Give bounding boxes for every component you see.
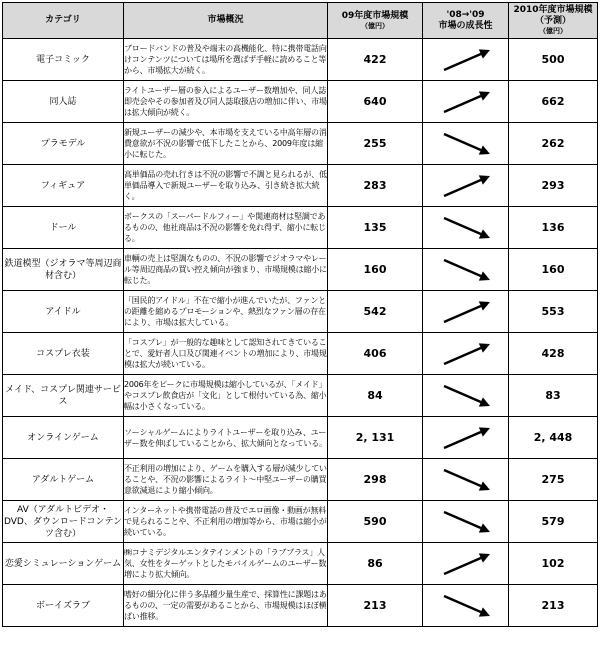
size09-cell: 135 <box>328 207 423 249</box>
overview-cell: 「コスプレ」が一般的な趣味として認知されてきていることで、愛好者人口及び関連イベントの増加により、市場規模は拡大が続いている。 <box>124 333 328 375</box>
overview-cell: インターネットや携帯電話の普及でエロ画像・動画が無料で見られることや、不正利用の増加等から、市場は縮小が続いている。 <box>124 501 328 543</box>
table-row <box>3 291 598 333</box>
arrow-down-right-icon <box>426 376 506 416</box>
overview-cell: 不正利用の増加により、ゲームを購入する層が減少していることや、不況の影響によるライト～中堅ユーザーの購買意欲減退により縮小傾向。 <box>124 459 328 501</box>
arrow-down-right-icon <box>426 460 506 500</box>
arrow-up-right-icon <box>426 334 506 374</box>
overview-cell: 嗜好の細分化に伴う多品種少量生産で、採算性に課題はあるものの、一定の需要があることから、市場規模はほぼ横ばい推移。 <box>124 585 328 627</box>
category-cell: 恋愛シミュレーションゲーム <box>3 543 124 585</box>
header-row <box>3 3 598 39</box>
size09-cell: 160 <box>328 249 423 291</box>
size09-cell: 255 <box>328 123 423 165</box>
arrow-down-right-icon <box>426 586 506 626</box>
arrow-up-right-icon <box>426 82 506 122</box>
category-cell: メイド、コスプレ関連サービス <box>3 375 124 417</box>
trend-cell <box>423 165 509 207</box>
trend-cell <box>423 123 509 165</box>
arrow-up-right-icon <box>426 40 506 80</box>
trend-cell <box>423 459 509 501</box>
table-row <box>3 207 598 249</box>
arrow-down-right-icon <box>426 250 506 290</box>
category-cell: オンラインゲーム <box>3 417 124 459</box>
header-size10-label: 2010年度市場規模（予測） <box>513 5 593 26</box>
size09-cell: 406 <box>328 333 423 375</box>
size10-cell: 500 <box>509 39 598 81</box>
size10-cell: 293 <box>509 165 598 207</box>
size10-cell: 83 <box>509 375 598 417</box>
category-cell: アダルトゲーム <box>3 459 124 501</box>
overview-cell: ソーシャルゲームによりライトユーザーを取り込み、ユーザー数を伸ばしていることから、拡大傾向となっている。 <box>124 417 328 459</box>
overview-cell: ライトユーザー層の参入によるユーザー数増加や、同人誌即売会やその参加者及び同人誌取扱店の増加に伴い、市場は拡大傾向が続く。 <box>124 81 328 123</box>
overview-cell: 車輌の売上は堅調なものの、不況の影響でジオラマやレール等周辺商品の買い控え傾向が強まり、市場規模は縮小に転じた。 <box>124 249 328 291</box>
size10-cell: 213 <box>509 585 598 627</box>
header-size10-unit: （億円） <box>539 27 567 35</box>
size10-cell: 553 <box>509 291 598 333</box>
header-growth: '08→'09 市場の成長性 <box>423 3 509 39</box>
arrow-down-right-icon <box>426 208 506 248</box>
trend-cell <box>423 81 509 123</box>
overview-cell: ㈱コナミデジタルエンタテインメントの「ラブプラス」人気、女性をターゲットとしたモバイルゲームのユーザー数増により拡大傾向。 <box>124 543 328 585</box>
size09-cell: 590 <box>328 501 423 543</box>
category-cell: 鉄道模型（ジオラマ等周辺商材含む） <box>3 249 124 291</box>
table-row <box>3 375 598 417</box>
trend-cell <box>423 585 509 627</box>
trend-cell <box>423 501 509 543</box>
category-cell: ドール <box>3 207 124 249</box>
table-row <box>3 123 598 165</box>
arrow-down-right-icon <box>426 502 506 542</box>
category-cell: AV（アダルトビデオ・DVD、ダウンロードコンテンツ含む） <box>3 501 124 543</box>
header-category: カテゴリ <box>3 3 124 39</box>
size10-cell: 262 <box>509 123 598 165</box>
table-row <box>3 543 598 585</box>
size09-cell: 422 <box>328 39 423 81</box>
overview-cell: ブロードバンドの普及や端末の高機能化、特に携帯電話向けコンテンツについては場所を選ばず手軽に読めること等から、市場拡大が続く。 <box>124 39 328 81</box>
size10-cell: 579 <box>509 501 598 543</box>
trend-cell <box>423 207 509 249</box>
category-cell: コスプレ衣装 <box>3 333 124 375</box>
category-cell: 電子コミック <box>3 39 124 81</box>
category-cell: フィギュア <box>3 165 124 207</box>
overview-cell: 新規ユーザーの減少や、本市場を支えている中高年層の消費意欲が不況の影響で低下したことから、2009年度は縮小に転じた。 <box>124 123 328 165</box>
overview-cell: 「国民的アイドル」不在で縮小が進んでいたが、ファンとの距離を縮めるプロモーションや、熱烈なファン層の存在により、市場は拡大している。 <box>124 291 328 333</box>
size10-cell: 102 <box>509 543 598 585</box>
size09-cell: 2, 131 <box>328 417 423 459</box>
size09-cell: 84 <box>328 375 423 417</box>
size10-cell: 136 <box>509 207 598 249</box>
trend-cell <box>423 291 509 333</box>
table-row <box>3 81 598 123</box>
category-cell: アイドル <box>3 291 124 333</box>
arrow-down-right-icon <box>426 124 506 164</box>
size09-cell: 640 <box>328 81 423 123</box>
market-table <box>2 2 598 627</box>
table-row <box>3 417 598 459</box>
arrow-up-right-icon <box>426 292 506 332</box>
trend-cell <box>423 375 509 417</box>
table-row <box>3 39 598 81</box>
table-row <box>3 585 598 627</box>
header-size09-label: 09年度市場規模 <box>341 10 409 21</box>
header-overview: 市場概況 <box>124 3 328 39</box>
arrow-up-right-icon <box>426 418 506 458</box>
header-size09 <box>328 3 423 39</box>
trend-cell <box>423 39 509 81</box>
arrow-up-right-icon <box>426 166 506 206</box>
table-row <box>3 165 598 207</box>
trend-cell <box>423 417 509 459</box>
table-row <box>3 249 598 291</box>
size10-cell: 662 <box>509 81 598 123</box>
size09-cell: 542 <box>328 291 423 333</box>
category-cell: 同人誌 <box>3 81 124 123</box>
size09-cell: 213 <box>328 585 423 627</box>
size09-cell: 86 <box>328 543 423 585</box>
overview-cell: ボークスの「スーパードルフィー」や関連商材は堅調であるものの、他社商品は不況の影響を免れ得ず、縮小に転じる。 <box>124 207 328 249</box>
trend-cell <box>423 333 509 375</box>
header-size09-unit: （億円） <box>361 21 389 30</box>
category-cell: ボーイズラブ <box>3 585 124 627</box>
trend-cell <box>423 249 509 291</box>
arrow-up-right-icon <box>426 544 506 584</box>
size10-cell: 275 <box>509 459 598 501</box>
table-row <box>3 501 598 543</box>
overview-cell: 高単価品の売れ行きは不況の影響で不調と見られるが、低単価品導入で新規ユーザーを取り込み、引き続き拡大続く。 <box>124 165 328 207</box>
size10-cell: 160 <box>509 249 598 291</box>
table-row <box>3 333 598 375</box>
size09-cell: 283 <box>328 165 423 207</box>
category-cell: プラモデル <box>3 123 124 165</box>
header-size10 <box>509 3 598 39</box>
overview-cell: 2006年をピークに市場規模は縮小しているが、「メイド」やコスプレ飲食店が「文化」として根付いている為、縮小幅は小さくなっている。 <box>124 375 328 417</box>
size09-cell: 298 <box>328 459 423 501</box>
size10-cell: 428 <box>509 333 598 375</box>
trend-cell <box>423 543 509 585</box>
table-row <box>3 459 598 501</box>
size10-cell: 2, 448 <box>509 417 598 459</box>
